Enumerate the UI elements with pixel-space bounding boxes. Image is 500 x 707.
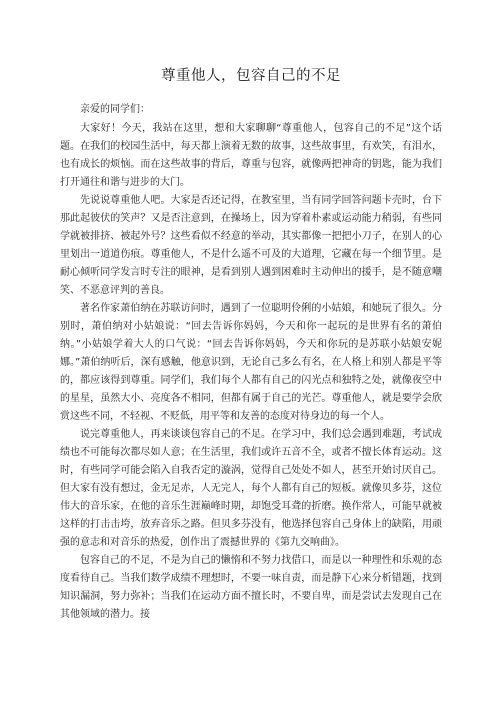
paragraph-5: 包容自己的不足，不是为自己的懒惰和不努力找借口，而是以一种理性和乐观的态度看待自己。当我们数学成绩不理想时，不要一味自责，而是静下心来分析错题，找到知识漏洞，努力弥补；当我们在运动方面不擅长时，不要自卑，而是尝试去发现自己在其他领域的潜力。接 <box>60 555 442 620</box>
paragraph-2: 先说说尊重他人吧。大家是否还记得，在教室里，当有同学回答问题卡壳时，台下那此起彼伏的笑声？又是否注意到，在操场上，因为穿着朴素或运动能力稍弱，有些同学就被排挤、被起外号？这些看似不经意的举动，其实都像一把把小刀子，在别人的心里划出一道道伤痕。尊重他人，不是什么遥不可及的大道理，它藏在每一个细节里。是耐心倾听同学发言时专注的眼神，是看到别人遇到困难时主动伸出的援手，是不随意嘲笑、不恶意评判的善良。 <box>60 195 442 296</box>
paragraph-1: 大家好！今天，我站在这里，想和大家聊聊“尊重他人，包容自己的不足”这个话题。在我们的校园生活中，每天都上演着无数的故事，这些故事里，有欢笑，有泪水，也有成长的烦恼。而在这些故事的背后，尊重与包容，就像两把神奇的钥匙，能为我们打开通往和谐与进步的大门。 <box>60 123 442 188</box>
greeting-line: 亲爱的同学们： <box>80 104 150 115</box>
paragraph-4: 说完尊重他人，再来谈谈包容自己的不足。在学习中，我们总会遇到难题，考试成绩也不可能每次都尽如人意；在生活里，我们或许五音不全，或者不擅长体育运动。这时，有些同学可能会陷入自我否定的漩涡，觉得自己处处不如人，甚至开始讨厌自己。但大家有没有想过，金无足赤，人无完人，每个人都有自己的短板。就像贝多芬，这位伟大的音乐家，在他的音乐生涯巅峰时期，却饱受耳聋的折磨。换作常人，可能早就被这样的打击击垮，放弃音乐之路。但贝多芬没有，他选择包容自己身体上的缺陷，用顽强的意志和对音乐的热爱，创作出了震撼世界的《第九交响曲》。 <box>60 429 442 548</box>
paragraph-3: 著名作家萧伯纳在苏联访问时，遇到了一位聪明伶俐的小姑娘，和她玩了很久。分别时，萧伯纳对小姑娘说：“回去告诉你妈妈，今天和你一起玩的是世界有名的萧伯纳。”小姑娘学着大人的口气说：“回去告诉你妈妈，今天和你玩的是苏联小姑娘安妮娜。”萧伯纳听后，深有感触，他意识到，无论自己多么有名，在人格上和别人都是平等的，都应该得到尊重。同学们，我们每个人都有自己的闪光点和独特之处，就像夜空中的星星，虽然大小、亮度各不相同，但都有属于自己的光芒。尊重他人，就是要学会欣赏这些不同，不轻视、不贬低，用平等和友善的态度对待身边的每一个人。 <box>60 303 442 422</box>
document-title: 尊重他人，包容自己的不足 <box>161 68 341 84</box>
